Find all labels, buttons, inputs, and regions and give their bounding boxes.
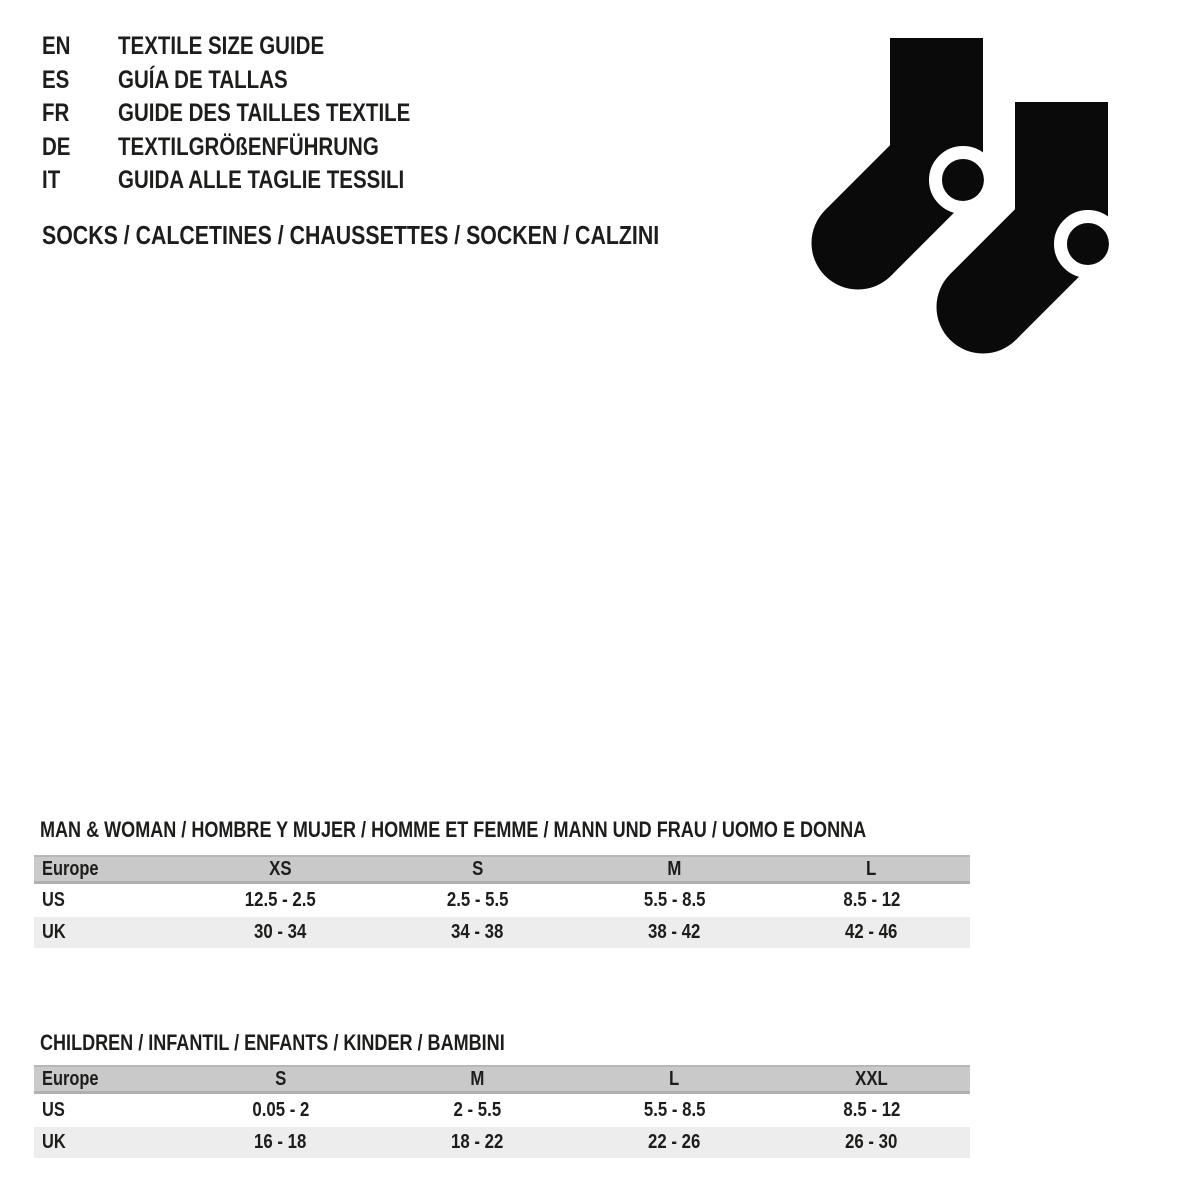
man-woman-section-title: MAN & WOMAN / HOMBRE Y MUJER / HOMME ET FEMME / MANN UND FRAU / UOMO E DONNA xyxy=(40,817,867,842)
row-label: UK xyxy=(34,917,182,948)
column-header-size: M xyxy=(379,1066,576,1093)
column-header-size: L xyxy=(576,1066,773,1093)
size-value: 18 - 22 xyxy=(379,1127,576,1158)
language-row-es xyxy=(42,64,475,98)
language-label: GUIDE DES TAILLES TEXTILE xyxy=(118,99,411,128)
size-value: 5.5 - 8.5 xyxy=(576,1093,773,1128)
table-header xyxy=(34,856,970,883)
category-line: SOCKS / CALCETINES / CHAUSSETTES / SOCKEN / CALZINI xyxy=(42,220,660,250)
sock-left xyxy=(812,38,991,290)
column-header-size: M xyxy=(576,856,773,883)
language-label: TEXTILGRÖßENFÜHRUNG xyxy=(118,132,379,161)
size-value: 12.5 - 2.5 xyxy=(182,883,379,918)
size-value: 5.5 - 8.5 xyxy=(576,883,773,918)
column-header-region: Europe xyxy=(34,856,182,883)
size-value: 8.5 - 12 xyxy=(773,883,970,918)
column-header-size: L xyxy=(773,856,970,883)
row-label: UK xyxy=(34,1127,182,1158)
size-value: 2.5 - 5.5 xyxy=(379,883,576,918)
language-row-de xyxy=(42,131,475,165)
size-value: 26 - 30 xyxy=(773,1127,970,1158)
language-label: GUÍA DE TALLAS xyxy=(118,65,288,94)
column-header-size: S xyxy=(379,856,576,883)
language-list xyxy=(42,30,475,198)
socks-icon xyxy=(800,25,1120,365)
column-header-size: XS xyxy=(182,856,379,883)
size-value: 8.5 - 12 xyxy=(773,1093,970,1128)
table-row-uk xyxy=(34,917,970,948)
table-header-row xyxy=(34,856,970,883)
language-label: GUIDA ALLE TAGLIE TESSILI xyxy=(118,166,405,195)
language-row-it xyxy=(42,164,475,198)
language-row-en xyxy=(42,30,475,64)
size-value: 38 - 42 xyxy=(576,917,773,948)
table-header xyxy=(34,1066,970,1093)
size-value: 22 - 26 xyxy=(576,1127,773,1158)
table-row-us xyxy=(34,1093,970,1128)
language-code: ES xyxy=(42,65,70,94)
table-header-row xyxy=(34,1066,970,1093)
size-value: 0.05 - 2 xyxy=(182,1093,379,1128)
size-value: 42 - 46 xyxy=(773,917,970,948)
row-label: US xyxy=(34,1093,182,1128)
language-code: FR xyxy=(42,99,70,128)
children-section-title: CHILDREN / INFANTIL / ENFANTS / KINDER / BAMBINI xyxy=(40,1030,505,1055)
children-size-table xyxy=(34,1065,970,1158)
size-value: 34 - 38 xyxy=(379,917,576,948)
size-value: 16 - 18 xyxy=(182,1127,379,1158)
size-value: 2 - 5.5 xyxy=(379,1093,576,1128)
table-row-us xyxy=(34,883,970,918)
column-header-size: S xyxy=(182,1066,379,1093)
language-code: DE xyxy=(42,132,71,161)
column-header-region: Europe xyxy=(34,1066,182,1093)
size-value: 30 - 34 xyxy=(182,917,379,948)
language-code: IT xyxy=(42,166,61,195)
column-header-size: XXL xyxy=(773,1066,970,1093)
language-label: TEXTILE SIZE GUIDE xyxy=(118,32,325,61)
man-woman-size-table xyxy=(34,855,970,948)
row-label: US xyxy=(34,883,182,918)
table-row-uk xyxy=(34,1127,970,1158)
language-row-fr xyxy=(42,97,475,131)
language-code: EN xyxy=(42,32,71,61)
